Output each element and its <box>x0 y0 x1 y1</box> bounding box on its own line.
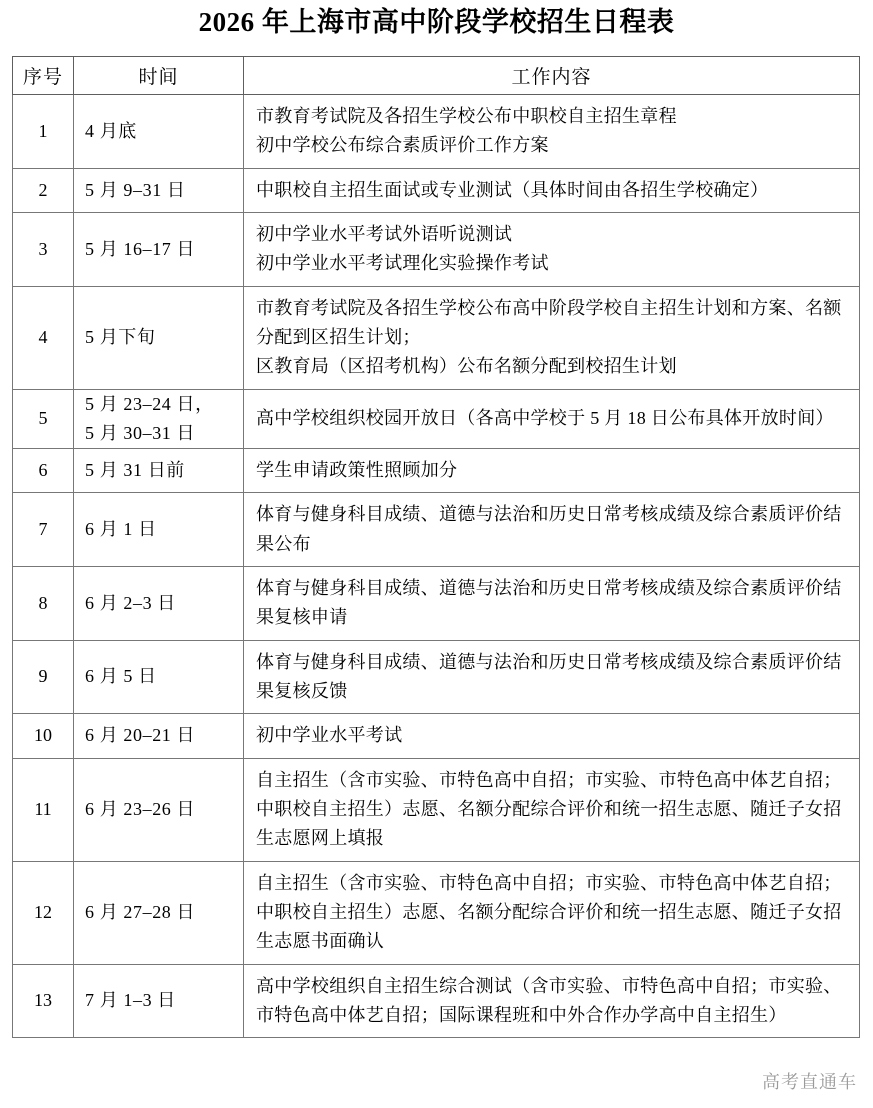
time-line: 5 月下旬 <box>85 327 156 348</box>
row-index-cell: 10 <box>13 714 74 758</box>
row-content-cell <box>244 286 860 389</box>
time-line: 5 月 16–17 日 <box>85 238 196 259</box>
time-line: 5 月 9–31 日 <box>85 179 186 200</box>
row-index-cell: 4 <box>13 286 74 389</box>
content-paragraph: 初中学业水平考试理化实验操作考试 <box>256 253 549 274</box>
row-content-cell <box>244 714 860 758</box>
content-paragraph: 高中学校组织自主招生综合测试（含市实验、市特色高中自招；市实验、市特色高中体艺自招；国际课程班和中外合作办学高中自主招生） <box>256 975 842 1025</box>
time-line: 6 月 27–28 日 <box>85 901 196 922</box>
table-row <box>13 640 860 714</box>
page-title: 2026 年上海市高中阶段学校招生日程表 <box>198 7 675 37</box>
row-content-cell <box>244 95 860 169</box>
table-row <box>13 286 860 389</box>
row-index-cell: 5 <box>13 389 74 448</box>
row-time-cell <box>74 964 244 1038</box>
content-paragraph: 体育与健身科目成绩、道德与法治和历史日常考核成绩及综合素质评价结果公布 <box>256 504 842 554</box>
admission-schedule-table <box>12 56 860 1038</box>
content-paragraph: 初中学业水平考试 <box>256 725 403 746</box>
row-content-cell <box>244 168 860 212</box>
table-row <box>13 566 860 640</box>
row-content-cell <box>244 212 860 286</box>
table-row <box>13 389 860 448</box>
column-header-no: 序号 <box>13 57 74 95</box>
row-time-cell <box>74 389 244 448</box>
row-time-cell <box>74 448 244 492</box>
content-paragraph: 市教育考试院及各招生学校公布中职校自主招生章程 <box>256 106 677 126</box>
row-content-cell <box>244 640 860 714</box>
schedule-table-container <box>12 56 859 1038</box>
content-paragraph: 区教育局（区招考机构）公布名额分配到校招生计划 <box>256 356 677 377</box>
table-row <box>13 212 860 286</box>
row-content-cell <box>244 493 860 567</box>
time-line: 6 月 1 日 <box>85 519 157 540</box>
row-content-cell <box>244 758 860 861</box>
row-index-cell: 9 <box>13 640 74 714</box>
table-row <box>13 714 860 758</box>
table-row <box>13 95 860 169</box>
row-time-cell <box>74 95 244 169</box>
table-row <box>13 758 860 861</box>
row-content-cell <box>244 389 860 448</box>
row-content-cell <box>244 861 860 964</box>
row-time-cell <box>74 212 244 286</box>
column-header-content: 工作内容 <box>244 57 860 95</box>
content-paragraph: 市教育考试院及各招生学校公布高中阶段学校自主招生计划和方案、名额分配到区招生计划； <box>256 297 842 347</box>
content-paragraph: 高中学校组织校园开放日（各高中学校于 5 月 18 日公布具体开放时间） <box>256 408 834 429</box>
row-time-cell <box>74 168 244 212</box>
content-paragraph: 体育与健身科目成绩、道德与法治和历史日常考核成绩及综合素质评价结果复核申请 <box>256 577 842 628</box>
table-header-row <box>13 57 860 95</box>
row-index-cell: 1 <box>13 95 74 169</box>
row-content-cell <box>244 448 860 492</box>
table-body <box>13 95 860 1038</box>
table-row <box>13 493 860 567</box>
content-paragraph: 初中学校公布综合素质评价工作方案 <box>256 135 549 156</box>
row-time-cell <box>74 861 244 964</box>
row-index-cell: 2 <box>13 168 74 212</box>
row-time-cell <box>74 714 244 758</box>
table-row <box>13 448 860 492</box>
row-index-cell: 6 <box>13 448 74 492</box>
table-row <box>13 861 860 964</box>
row-content-cell <box>244 964 860 1038</box>
row-time-cell <box>74 758 244 861</box>
row-index-cell: 7 <box>13 493 74 567</box>
table-row <box>13 964 860 1038</box>
time-line: 6 月 5 日 <box>85 666 157 687</box>
watermark: 高考直通车 <box>762 1072 857 1092</box>
time-line: 4 月底 <box>85 120 137 141</box>
table-row <box>13 168 860 212</box>
time-line: 6 月 2–3 日 <box>85 592 176 613</box>
content-paragraph: 中职校自主招生面试或专业测试（具体时间由各招生学校确定） <box>256 179 769 200</box>
column-header-time: 时间 <box>74 57 244 95</box>
time-line: 5 月 30–31 日 <box>85 422 196 443</box>
content-paragraph: 自主招生（含市实验、市特色高中自招；市实验、市特色高中体艺自招；中职校自主招生）志愿、名额分配综合评价和统一招生志愿、随迁子女招生志愿网上填报 <box>256 769 842 849</box>
content-paragraph: 自主招生（含市实验、市特色高中自招；市实验、市特色高中体艺自招；中职校自主招生）志愿、名额分配综合评价和统一招生志愿、随迁子女招生志愿书面确认 <box>256 872 842 952</box>
time-line: 7 月 1–3 日 <box>85 990 176 1011</box>
content-paragraph: 学生申请政策性照顾加分 <box>256 459 458 480</box>
row-time-cell <box>74 286 244 389</box>
row-index-cell: 13 <box>13 964 74 1038</box>
table-header <box>13 57 860 95</box>
time-line: 6 月 20–21 日 <box>85 725 196 746</box>
row-content-cell <box>244 566 860 640</box>
row-index-cell: 12 <box>13 861 74 964</box>
row-index-cell: 8 <box>13 566 74 640</box>
time-line: 6 月 23–26 日 <box>85 798 196 819</box>
row-index-cell: 3 <box>13 212 74 286</box>
content-paragraph: 初中学业水平考试外语听说测试 <box>256 223 513 244</box>
content-paragraph: 体育与健身科目成绩、道德与法治和历史日常考核成绩及综合素质评价结果复核反馈 <box>256 651 842 701</box>
row-time-cell <box>74 566 244 640</box>
row-time-cell <box>74 493 244 567</box>
time-line: 5 月 23–24 日， <box>85 393 214 414</box>
time-line: 5 月 31 日前 <box>85 460 185 481</box>
row-time-cell <box>74 640 244 714</box>
row-index-cell: 11 <box>13 758 74 861</box>
